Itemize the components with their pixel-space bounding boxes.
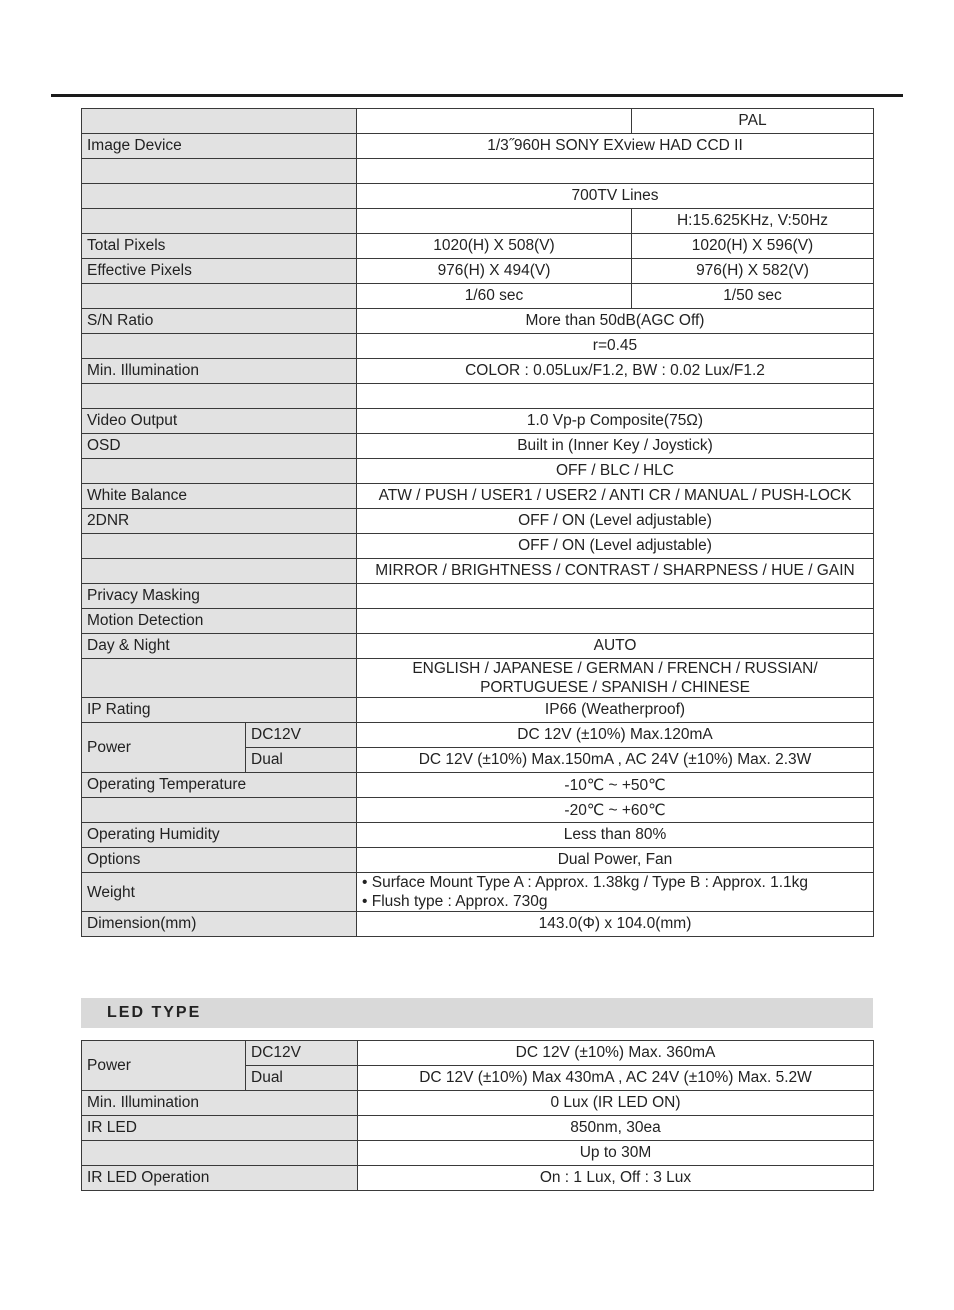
table-row (82, 334, 874, 359)
pal-value: 1/50 sec (632, 284, 874, 309)
row-value: -10℃ ~ +50℃ (357, 773, 874, 798)
row-value (357, 609, 874, 634)
table-row (82, 209, 874, 234)
row-label: Image Device (82, 134, 357, 159)
row-label (82, 534, 357, 559)
weight-line-1: • Surface Mount Type A : Approx. 1.38kg / Type B : Approx. 1.1kg (362, 874, 809, 891)
row-label: Operating Temperature (82, 773, 357, 798)
row-label (82, 209, 357, 234)
row-label (82, 184, 357, 209)
table-row (82, 384, 874, 409)
table-row (82, 698, 874, 723)
row-label: Day & Night (82, 634, 357, 659)
language-line-1: ENGLISH / JAPANESE / GERMAN / FRENCH / RUSSIAN/ (412, 660, 818, 677)
led-type-heading: LED TYPE (81, 998, 873, 1028)
power-sub-label: DC12V (246, 723, 357, 748)
row-value: Up to 30M (358, 1141, 874, 1166)
row-value: Built in (Inner Key / Joystick) (357, 434, 874, 459)
row-label: Min. Illumination (82, 1091, 358, 1116)
row-label: White Balance (82, 484, 357, 509)
pal-header: PAL (632, 109, 874, 134)
table-row (82, 484, 874, 509)
table-row (82, 459, 874, 484)
row-label: OSD (82, 434, 357, 459)
table-row (82, 1041, 874, 1066)
row-label (82, 384, 357, 409)
row-value: IP66 (Weatherproof) (357, 698, 874, 723)
header-label-cell (82, 109, 357, 134)
ntsc-header (357, 109, 632, 134)
row-value: COLOR : 0.05Lux/F1.2, BW : 0.02 Lux/F1.2 (357, 359, 874, 384)
row-label: Weight (82, 873, 357, 912)
row-label (82, 659, 357, 698)
row-value: DC 12V (±10%) Max. 360mA (358, 1041, 874, 1066)
table-row (82, 359, 874, 384)
row-label: Min. Illumination (82, 359, 357, 384)
row-value: -20℃ ~ +60℃ (357, 798, 874, 823)
row-label: Effective Pixels (82, 259, 357, 284)
row-value: 143.0(Φ) x 104.0(mm) (357, 912, 874, 937)
row-value: 1/3˝960H SONY EXview HAD CCD II (357, 134, 874, 159)
table-row (82, 184, 874, 209)
power-sub-label: Dual (246, 1066, 358, 1091)
table-row (82, 559, 874, 584)
table-row (82, 234, 874, 259)
row-label: IR LED (82, 1116, 358, 1141)
row-label: Options (82, 848, 357, 873)
row-value: Less than 80% (357, 823, 874, 848)
row-label (82, 284, 357, 309)
row-value: 0 Lux (IR LED ON) (358, 1091, 874, 1116)
row-value: r=0.45 (357, 334, 874, 359)
table-row (82, 534, 874, 559)
row-label (82, 334, 357, 359)
table-row (82, 509, 874, 534)
row-value: DC 12V (±10%) Max.150mA , AC 24V (±10%) Max. 2.3W (357, 748, 874, 773)
language-value (357, 659, 874, 698)
row-value: 850nm, 30ea (358, 1116, 874, 1141)
weight-value (357, 873, 874, 912)
language-line-2: PORTUGUESE / SPANISH / CHINESE (480, 679, 750, 696)
row-value: OFF / ON (Level adjustable) (357, 509, 874, 534)
spec-table (81, 108, 874, 937)
weight-line-2: • Flush type : Approx. 730g (362, 893, 548, 910)
row-label: IP Rating (82, 698, 357, 723)
led-spec-table (81, 1040, 874, 1191)
table-row (82, 1091, 874, 1116)
table-row (82, 259, 874, 284)
power-label: Power (82, 723, 246, 773)
ntsc-value (357, 209, 632, 234)
table-row (82, 134, 874, 159)
row-value: 1.0 Vp-p Composite(75Ω) (357, 409, 874, 434)
row-value: DC 12V (±10%) Max 430mA , AC 24V (±10%) Max. 5.2W (358, 1066, 874, 1091)
row-value: On : 1 Lux, Off : 3 Lux (358, 1166, 874, 1191)
row-label: Video Output (82, 409, 357, 434)
power-sub-label: DC12V (246, 1041, 358, 1066)
row-label: Total Pixels (82, 234, 357, 259)
row-value: AUTO (357, 634, 874, 659)
table-row (82, 159, 874, 184)
ntsc-value: 976(H) X 494(V) (357, 259, 632, 284)
row-label: S/N Ratio (82, 309, 357, 334)
row-value: Dual Power, Fan (357, 848, 874, 873)
row-value: More than 50dB(AGC Off) (357, 309, 874, 334)
row-label: IR LED Operation (82, 1166, 358, 1191)
row-label (82, 159, 357, 184)
table-row (82, 309, 874, 334)
row-label (82, 459, 357, 484)
table-row (82, 584, 874, 609)
row-value (357, 584, 874, 609)
pal-value: H:15.625KHz, V:50Hz (632, 209, 874, 234)
pal-value: 976(H) X 582(V) (632, 259, 874, 284)
table-row (82, 912, 874, 937)
row-label (82, 559, 357, 584)
table-row (82, 659, 874, 698)
row-value: 700TV Lines (357, 184, 874, 209)
row-value: OFF / BLC / HLC (357, 459, 874, 484)
row-value: MIRROR / BRIGHTNESS / CONTRAST / SHARPNESS / HUE / GAIN (357, 559, 874, 584)
table-row (82, 434, 874, 459)
ntsc-value: 1/60 sec (357, 284, 632, 309)
table-row (82, 634, 874, 659)
row-value (357, 384, 874, 409)
pal-value: 1020(H) X 596(V) (632, 234, 874, 259)
table-row (82, 723, 874, 748)
power-sub-label: Dual (246, 748, 357, 773)
table-row (82, 848, 874, 873)
table-row (82, 109, 874, 134)
row-label: Privacy Masking (82, 584, 357, 609)
table-row (82, 798, 874, 823)
ntsc-value: 1020(H) X 508(V) (357, 234, 632, 259)
power-label: Power (82, 1041, 246, 1091)
row-label (82, 1141, 358, 1166)
row-label: Operating Humidity (82, 823, 357, 848)
table-row (82, 609, 874, 634)
table-row (82, 823, 874, 848)
row-label (82, 798, 357, 823)
table-row (82, 873, 874, 912)
table-row (82, 773, 874, 798)
row-label: Dimension(mm) (82, 912, 357, 937)
table-row (82, 1141, 874, 1166)
row-value: ATW / PUSH / USER1 / USER2 / ANTI CR / MANUAL / PUSH-LOCK (357, 484, 874, 509)
top-rule (51, 94, 903, 97)
table-row (82, 284, 874, 309)
row-label: 2DNR (82, 509, 357, 534)
table-row (82, 409, 874, 434)
table-row (82, 1116, 874, 1141)
row-value (357, 159, 874, 184)
table-row (82, 1166, 874, 1191)
row-label: Motion Detection (82, 609, 357, 634)
row-value: OFF / ON (Level adjustable) (357, 534, 874, 559)
row-value: DC 12V (±10%) Max.120mA (357, 723, 874, 748)
